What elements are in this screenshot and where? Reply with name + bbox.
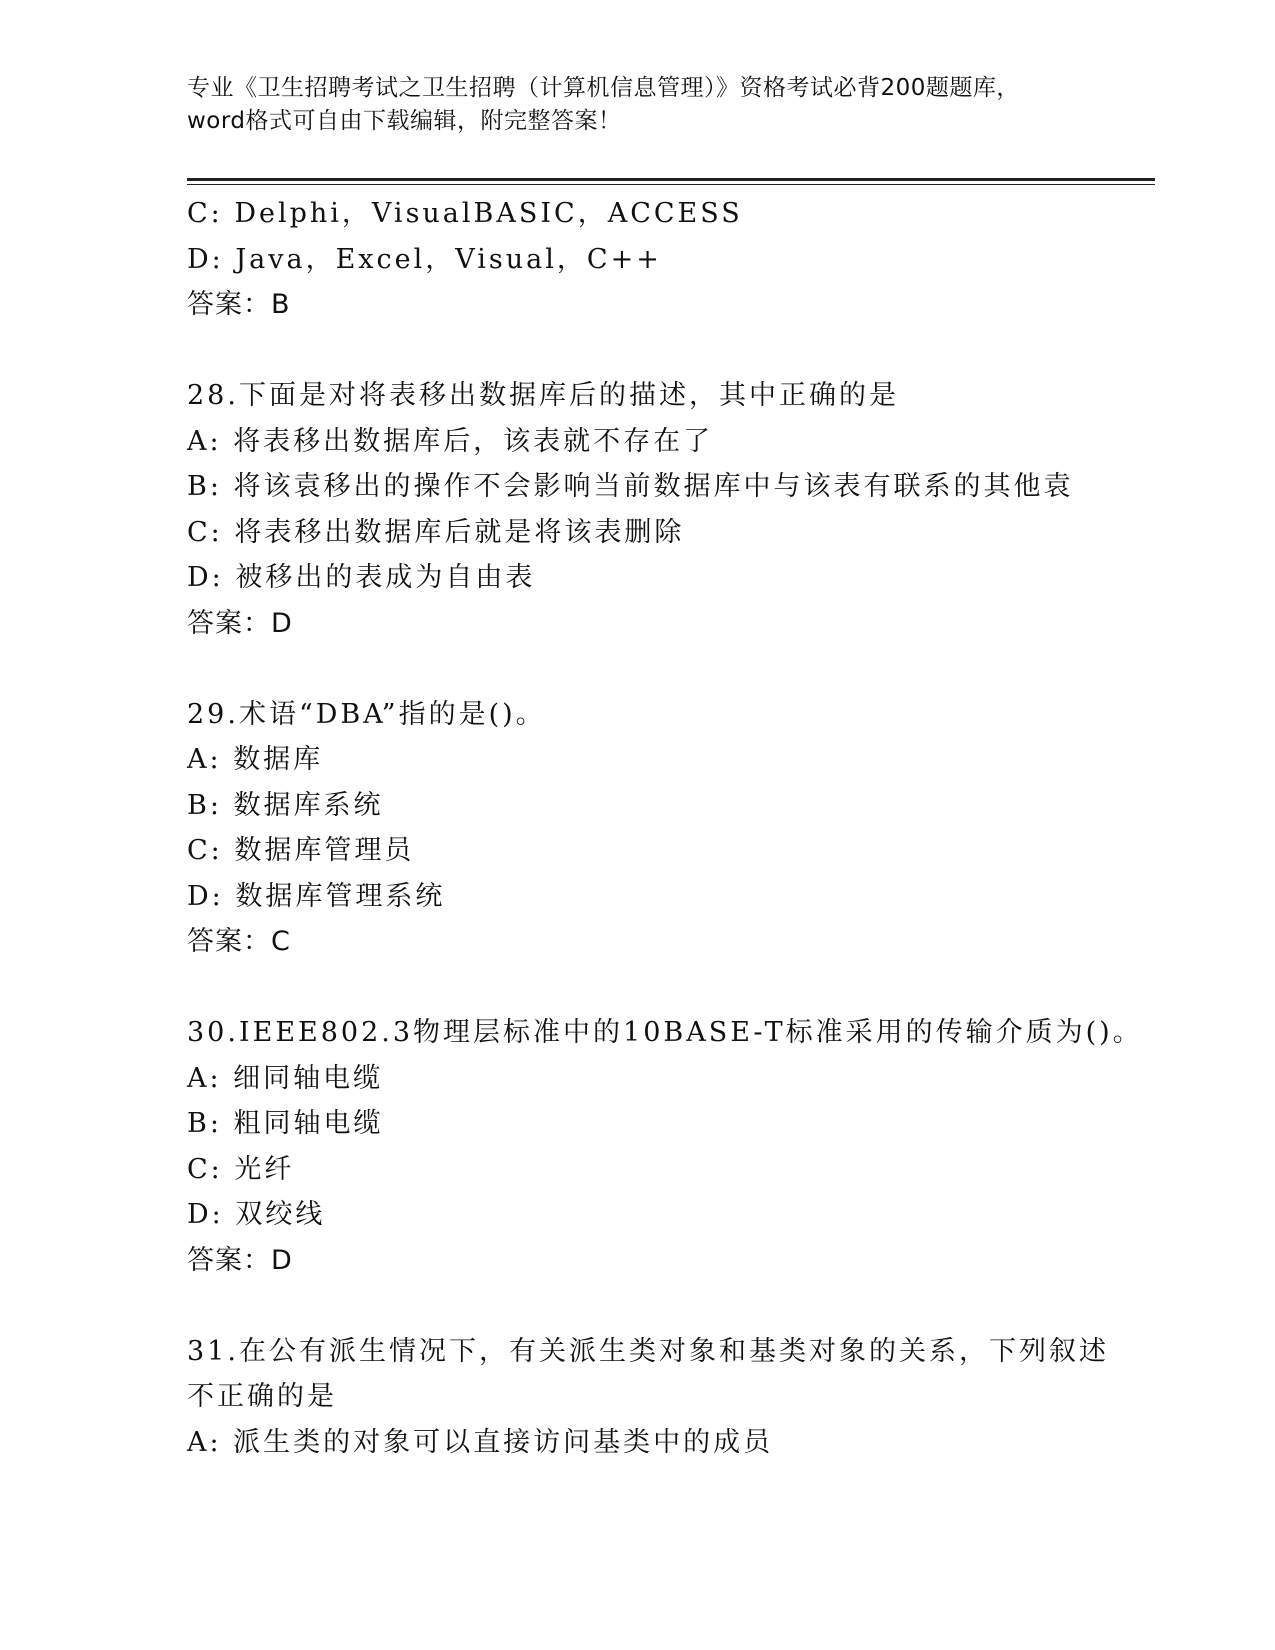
option-b: B: 将该袁移出的操作不会影响当前数据库中与该表有联系的其他袁 bbox=[187, 471, 1074, 502]
question-27-continuation bbox=[187, 191, 1087, 328]
option-c: C: 光纤 bbox=[187, 1153, 295, 1185]
option-a: A: 数据库 bbox=[187, 744, 324, 775]
question-list bbox=[187, 191, 1143, 1465]
question-28 bbox=[187, 373, 1087, 646]
question-stem: 30.IEEE802.3物理层标准中的10BASE-T标准采用的传输介质为()。 bbox=[187, 1017, 1143, 1048]
question-stem-line-1: 31.在公有派生情况下，有关派生类对象和基类对象的关系，下列叙述 bbox=[187, 1335, 1109, 1367]
question-30 bbox=[187, 1010, 1143, 1283]
option-b: B: 粗同轴电缆 bbox=[187, 1108, 384, 1139]
option-d: D: Java，Excel，Visual，C++ bbox=[187, 243, 662, 275]
answer-line: 答案：B bbox=[187, 289, 291, 320]
header-divider-thick bbox=[187, 178, 1155, 181]
option-a: A: 派生类的对象可以直接访问基类中的成员 bbox=[187, 1426, 774, 1458]
option-c: C: 将表移出数据库后就是将该表删除 bbox=[187, 516, 685, 548]
document-header bbox=[187, 72, 1087, 138]
answer-line: 答案：C bbox=[187, 926, 291, 957]
question-stem: 28.下面是对将表移出数据库后的描述，其中正确的是 bbox=[187, 380, 899, 411]
answer-line: 答案：D bbox=[187, 607, 293, 639]
option-d: D: 数据库管理系统 bbox=[187, 880, 446, 912]
answer-line: 答案：D bbox=[187, 1244, 293, 1276]
option-b: B: 数据库系统 bbox=[187, 789, 384, 821]
option-a: A: 细同轴电缆 bbox=[187, 1062, 384, 1094]
option-c: C: 数据库管理员 bbox=[187, 835, 415, 866]
question-29 bbox=[187, 692, 1087, 965]
question-31 bbox=[187, 1329, 1109, 1466]
option-d: D: 被移出的表成为自由表 bbox=[187, 562, 536, 593]
option-c: C: Delphi，VisualBASIC，ACCESS bbox=[187, 198, 743, 229]
header-divider-thin bbox=[187, 184, 1155, 185]
header-title-line-2: word格式可自由下载编辑，附完整答案！ bbox=[187, 108, 622, 134]
header-title-line-1: 专业《卫生招聘考试之卫生招聘（计算机信息管理）》资格考试必背200题题库， bbox=[187, 75, 1020, 101]
question-stem: 29.术语“DBA”指的是()。 bbox=[187, 698, 546, 730]
option-a: A: 将表移出数据库后，该表就不存在了 bbox=[187, 425, 714, 457]
question-stem-line-2: 不正确的是 bbox=[187, 1381, 337, 1412]
option-d: D: 双绞线 bbox=[187, 1199, 326, 1230]
